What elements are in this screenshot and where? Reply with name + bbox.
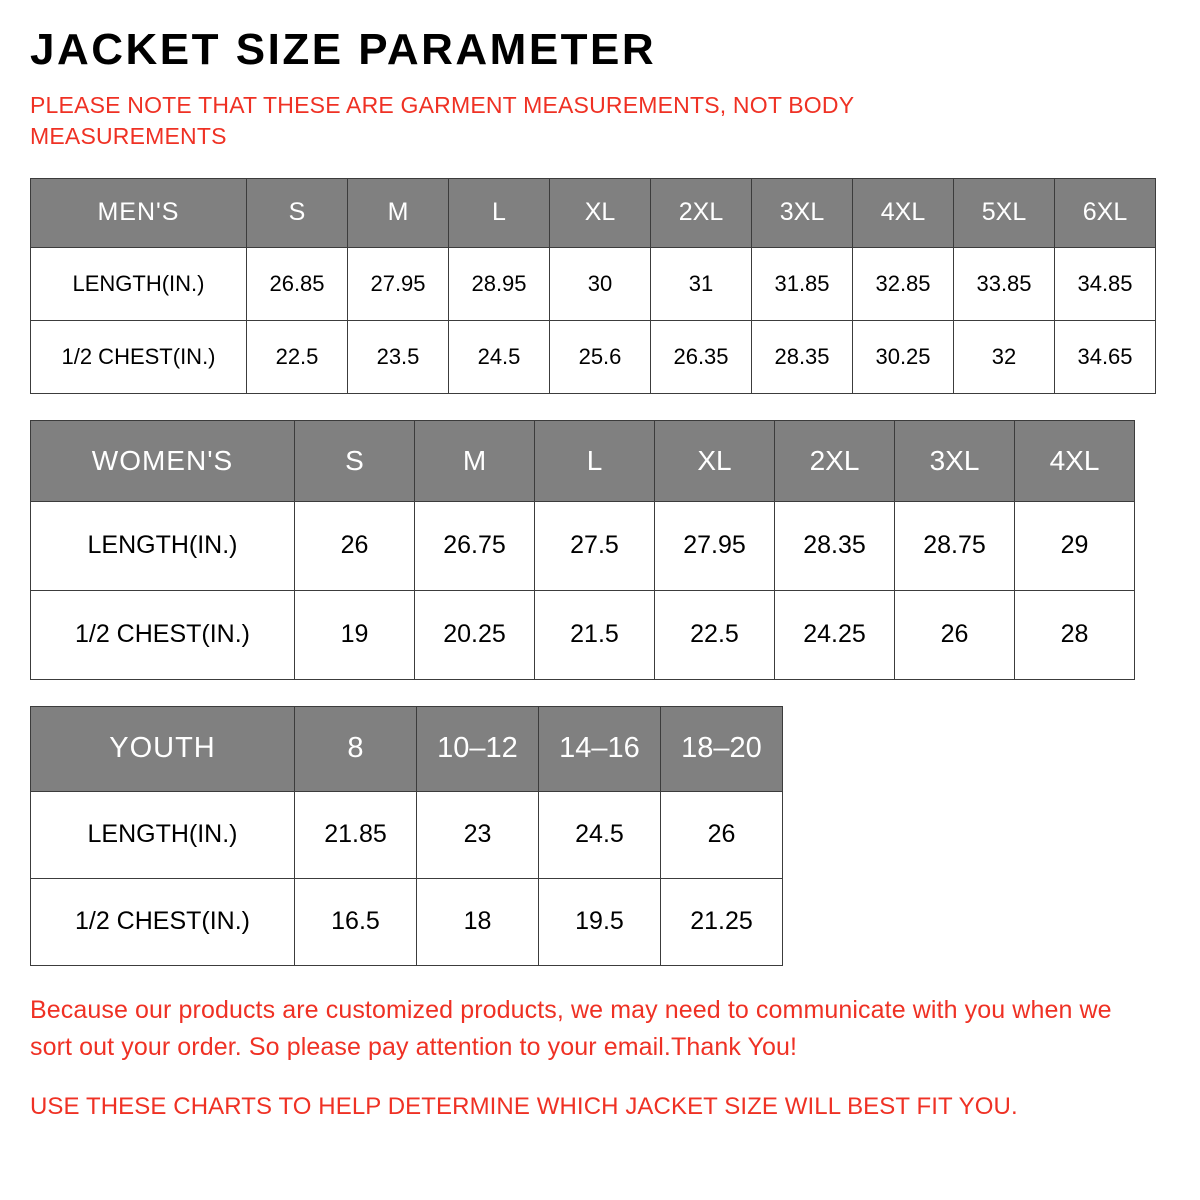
column-header: S [247,178,348,247]
column-header: 18–20 [661,706,783,791]
column-header: 2XL [651,178,752,247]
mens-table-title: MEN'S [31,178,247,247]
table-cell: 27.95 [348,247,449,320]
column-header: 3XL [752,178,853,247]
table-cell: 30.25 [853,320,954,393]
table-cell: 24.5 [449,320,550,393]
table-cell: 23.5 [348,320,449,393]
table-cell: 29 [1015,501,1135,590]
table-cell: 27.5 [535,501,655,590]
table-cell: 21.85 [295,791,417,878]
table-cell: 24.5 [539,791,661,878]
table-cell: 16.5 [295,878,417,965]
column-header: M [415,420,535,501]
table-cell: 26 [895,590,1015,679]
column-header: S [295,420,415,501]
row-label: 1/2 CHEST(IN.) [31,878,295,965]
table-cell: 28.35 [775,501,895,590]
table-header-row [31,178,1156,247]
table-cell: 24.25 [775,590,895,679]
table-row [31,878,783,965]
table-row [31,320,1156,393]
row-label: LENGTH(IN.) [31,247,247,320]
garment-measurement-note: PLEASE NOTE THAT THESE ARE GARMENT MEASUREMENTS, NOT BODY MEASUREMENTS [30,91,854,149]
table-cell: 30 [550,247,651,320]
customization-note: Because our products are customized products, we may need to communicate with you when we sort out your order. So please pay attention to your email.Thank You! [30,995,1112,1062]
table-row [31,247,1156,320]
column-header: 10–12 [417,706,539,791]
table-cell: 22.5 [247,320,348,393]
column-header: 2XL [775,420,895,501]
column-header: 6XL [1055,178,1156,247]
table-cell: 33.85 [954,247,1055,320]
mens-size-table [30,178,1156,394]
table-cell: 31 [651,247,752,320]
table-cell: 28.95 [449,247,550,320]
table-cell: 26 [295,501,415,590]
chart-usage-note: USE THESE CHARTS TO HELP DETERMINE WHICH JACKET SIZE WILL BEST FIT YOU. [30,1092,1018,1120]
row-label: 1/2 CHEST(IN.) [31,590,295,679]
column-header: XL [550,178,651,247]
table-cell: 34.65 [1055,320,1156,393]
table-cell: 28 [1015,590,1135,679]
row-label: LENGTH(IN.) [31,501,295,590]
table-header-row [31,706,783,791]
column-header: L [535,420,655,501]
table-cell: 20.25 [415,590,535,679]
table-cell: 34.85 [1055,247,1156,320]
row-label: 1/2 CHEST(IN.) [31,320,247,393]
column-header: L [449,178,550,247]
column-header: 14–16 [539,706,661,791]
table-cell: 28.35 [752,320,853,393]
table-header-row [31,420,1135,501]
table-cell: 32.85 [853,247,954,320]
table-cell: 21.25 [661,878,783,965]
column-header: 4XL [853,178,954,247]
row-label: LENGTH(IN.) [31,791,295,878]
table-cell: 23 [417,791,539,878]
column-header: 3XL [895,420,1015,501]
table-cell: 26 [661,791,783,878]
table-cell: 31.85 [752,247,853,320]
column-header: 4XL [1015,420,1135,501]
youth-table-title: YOUTH [31,706,295,791]
table-cell: 25.6 [550,320,651,393]
table-cell: 32 [954,320,1055,393]
column-header: M [348,178,449,247]
table-cell: 19.5 [539,878,661,965]
table-cell: 22.5 [655,590,775,679]
table-cell: 27.95 [655,501,775,590]
youth-size-table [30,706,783,966]
womens-size-table [30,420,1135,680]
table-cell: 26.75 [415,501,535,590]
column-header: XL [655,420,775,501]
table-cell: 19 [295,590,415,679]
table-row [31,501,1135,590]
table-cell: 26.85 [247,247,348,320]
table-row [31,590,1135,679]
column-header: 8 [295,706,417,791]
table-cell: 21.5 [535,590,655,679]
column-header: 5XL [954,178,1055,247]
table-cell: 28.75 [895,501,1015,590]
table-cell: 18 [417,878,539,965]
page-title: JACKET SIZE PARAMETER [30,25,657,74]
table-cell: 26.35 [651,320,752,393]
womens-table-title: WOMEN'S [31,420,295,501]
table-row [31,791,783,878]
